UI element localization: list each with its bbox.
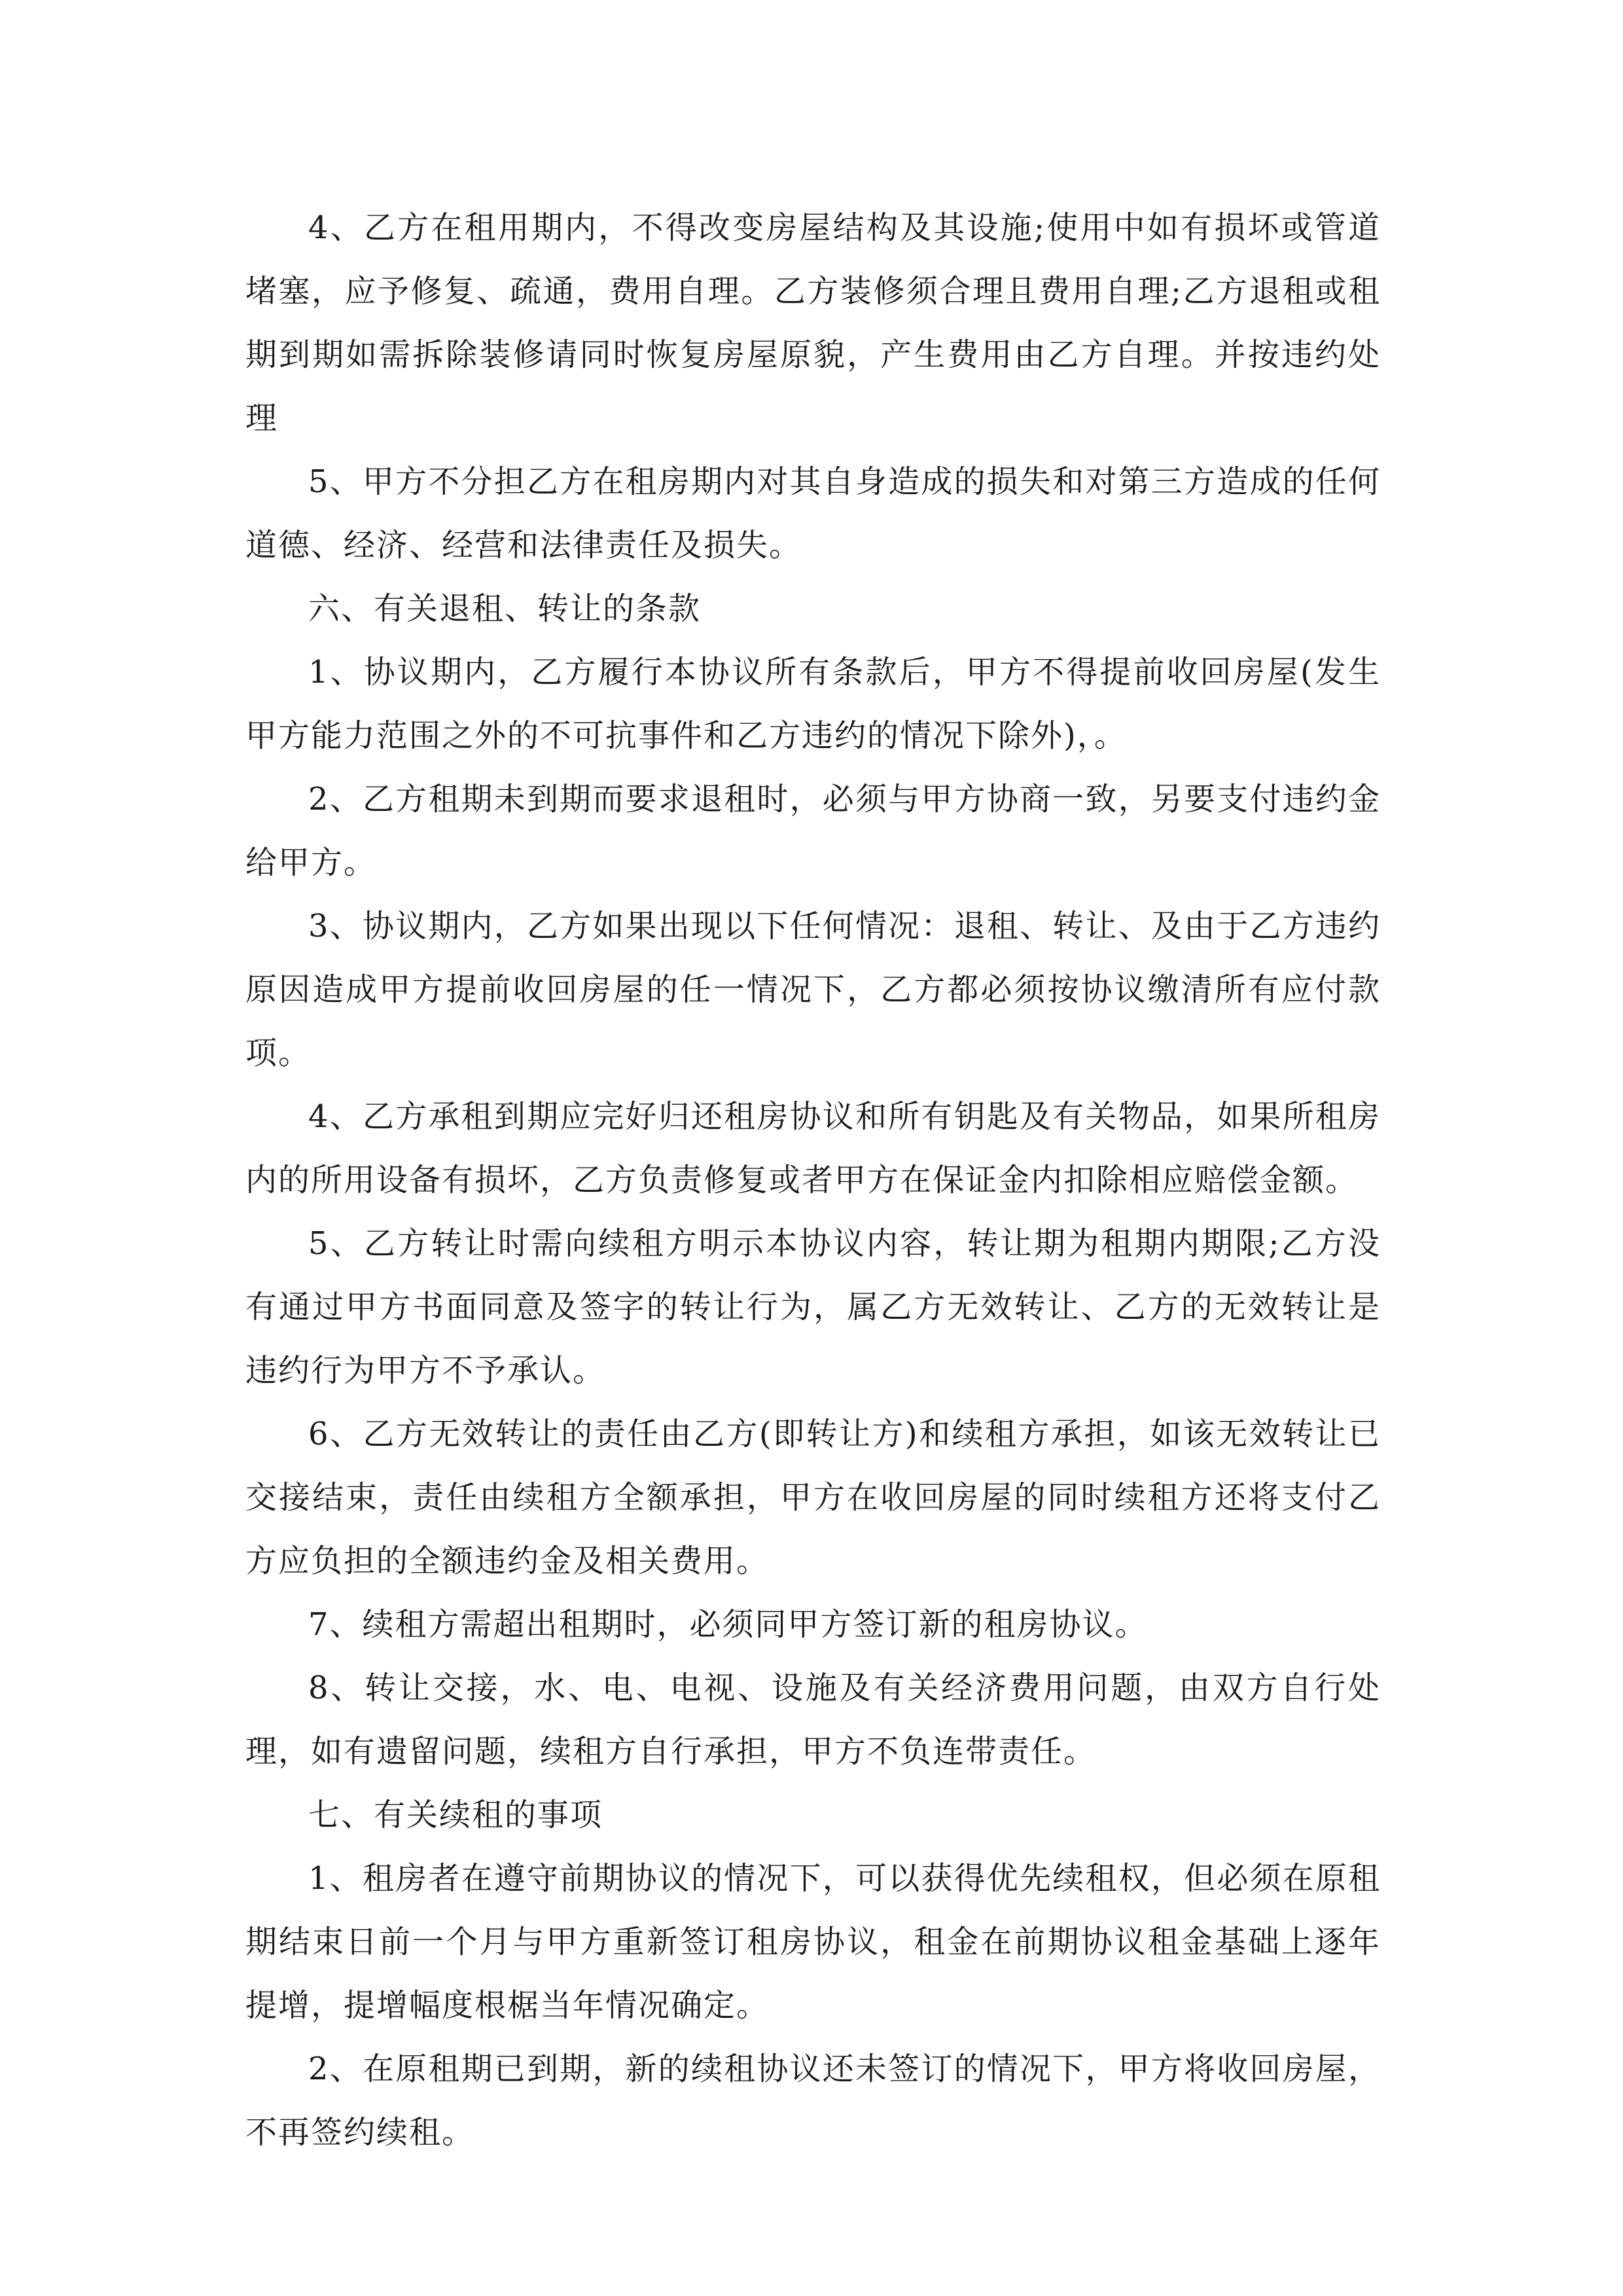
section-heading: 七、有关续租的事项 xyxy=(308,1797,603,1833)
clause-paragraph: 5、乙方转让时需向续租方明示本协议内容，转让期为租期内期限;乙方没有通过甲方书面同意及签字的转让行为，属乙方无效转让、乙方的无效转让是违约行为甲方不予承认。 xyxy=(245,1225,1381,1389)
document-body xyxy=(245,196,1381,2164)
clause-paragraph: 3、协议期内，乙方如果出现以下任何情况：退租、转让、及由于乙方违约原因造成甲方提前收回房屋的任一情况下，乙方都必须按协议缴清所有应付款项。 xyxy=(245,908,1381,1071)
clause-paragraph: 8、转让交接，水、电、电视、设施及有关经济费用问题，由双方自行处理，如有遗留问题，续租方自行承担，甲方不负连带责任。 xyxy=(245,1670,1381,1770)
clause-paragraph: 6、乙方无效转让的责任由乙方(即转让方)和续租方承担，如该无效转让已交接结束，责任由续租方全额承担，甲方在收回房屋的同时续租方还将支付乙方应负担的全额违约金及相关费用。 xyxy=(245,1416,1381,1579)
clause-paragraph: 7、续租方需超出租期时，必须同甲方签订新的租房协议。 xyxy=(308,1606,1148,1643)
clause-paragraph: 2、在原租期已到期，新的续租协议还未签订的情况下，甲方将收回房屋，不再签约续租。 xyxy=(245,2051,1381,2151)
clause-paragraph: 4、乙方承租到期应完好归还租房协议和所有钥匙及有关物品，如果所租房内的所用设备有损坏，乙方负责修复或者甲方在保证金内扣除相应赔偿金额。 xyxy=(245,1098,1381,1198)
section-heading: 六、有关退租、转让的条款 xyxy=(308,590,702,627)
clause-paragraph: 5、甲方不分担乙方在租房期内对其自身造成的损失和对第三方造成的任何道德、经济、经营和法律责任及损失。 xyxy=(245,463,1381,564)
clause-paragraph: 4、乙方在租用期内，不得改变房屋结构及其设施;使用中如有损坏或管道堵塞，应予修复、疏通，费用自理。乙方装修须合理且费用自理;乙方退租或租期到期如需拆除装修请同时恢复房屋原貌，产生费用由乙方自理。并按违约处理 xyxy=(245,209,1381,437)
clause-paragraph: 1、租房者在遵守前期协议的情况下，可以获得优先续租权，但必须在原租期结束日前一个月与甲方重新签订租房协议，租金在前期协议租金基础上逐年提增，提增幅度根椐当年情况确定。 xyxy=(245,1860,1381,2024)
clause-paragraph: 1、协议期内，乙方履行本协议所有条款后，甲方不得提前收回房屋(发生甲方能力范围之外的不可抗事件和乙方违约的情况下除外)，。 xyxy=(245,654,1381,754)
clause-paragraph: 2、乙方租期未到期而要求退租时，必须与甲方协商一致，另要支付违约金给甲方。 xyxy=(245,781,1381,881)
